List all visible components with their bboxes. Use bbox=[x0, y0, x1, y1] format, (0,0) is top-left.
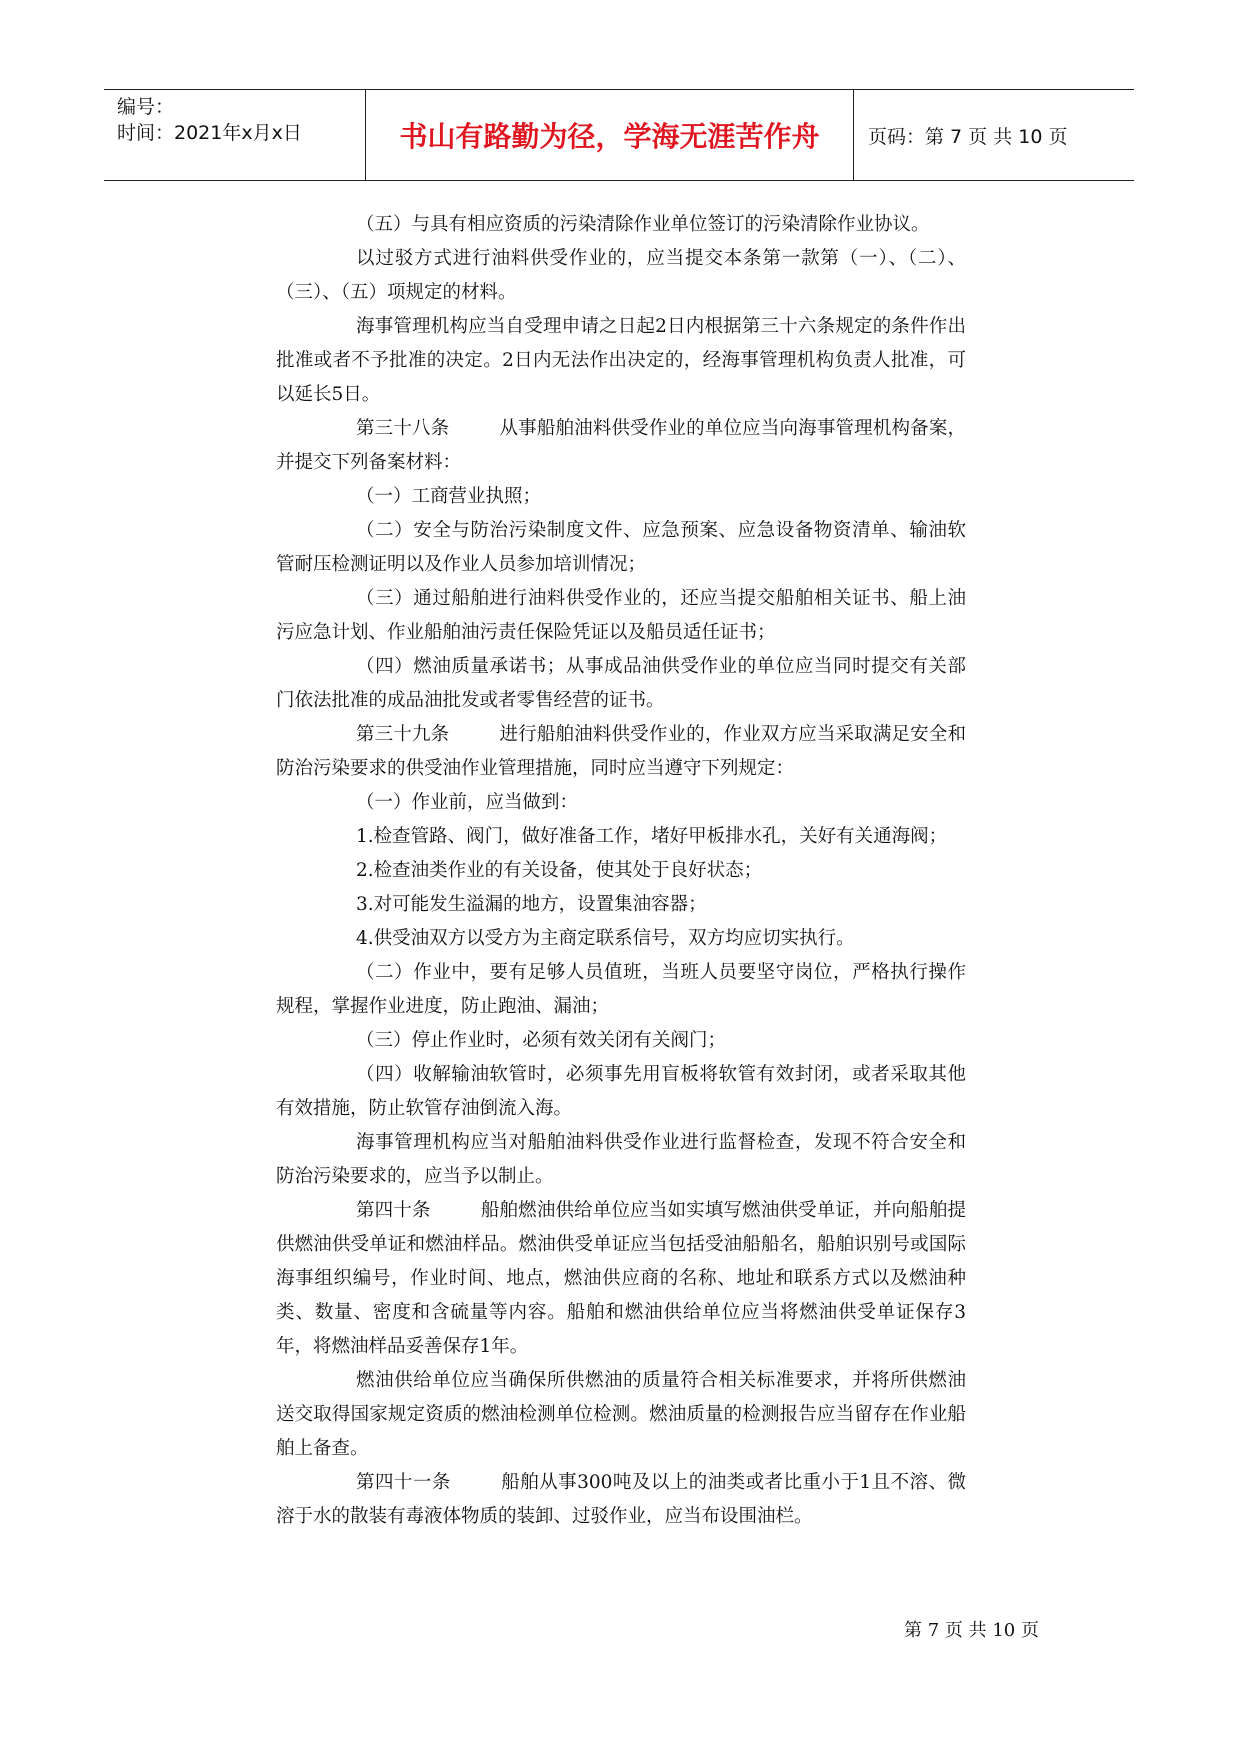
body-paragraph bbox=[276, 1058, 966, 1126]
paragraph-text: （一）工商营业执照； bbox=[356, 486, 542, 507]
body-paragraph bbox=[276, 854, 966, 888]
body-paragraph bbox=[276, 514, 966, 582]
paragraph-text: 海事管理机构应当自受理申请之日起2日内根据第三十六条规定的条件作出批准或者不予批准的决定。2日内无法作出决定的，经海事管理机构负责人批准，可以延长5日。 bbox=[276, 316, 966, 405]
body-paragraph bbox=[276, 820, 966, 854]
paragraph-text: （四）燃油质量承诺书；从事成品油供受作业的单位应当同时提交有关部门依法批准的成品油批发或者零售经营的证书。 bbox=[276, 656, 966, 711]
article-heading: 第三十八条 bbox=[356, 418, 450, 439]
paragraph-text: （三）通过船舶进行油料供受作业的，还应当提交船舶相关证书、船上油污应急计划、作业船舶油污责任保险凭证以及船员适任证书； bbox=[276, 588, 966, 643]
body-paragraph bbox=[276, 888, 966, 922]
body-paragraph bbox=[276, 310, 966, 412]
document-body bbox=[276, 208, 966, 1534]
paragraph-text: （三）停止作业时，必须有效关闭有关阀门； bbox=[356, 1030, 727, 1051]
header-meta bbox=[104, 90, 366, 180]
document-time-label: 时间：2021年x月x日 bbox=[117, 122, 302, 144]
page-header bbox=[104, 89, 1134, 181]
article-paragraph bbox=[276, 718, 966, 786]
body-paragraph bbox=[276, 922, 966, 956]
body-paragraph bbox=[276, 786, 966, 820]
body-paragraph bbox=[276, 1364, 966, 1466]
paragraph-text: （五）与具有相应资质的污染清除作业单位签订的污染清除作业协议。 bbox=[356, 214, 930, 235]
article-paragraph bbox=[276, 1194, 966, 1364]
article-paragraph bbox=[276, 412, 966, 480]
paragraph-text: 1.检查管路、阀门，做好准备工作，堵好甲板排水孔，关好有关通海阀； bbox=[356, 826, 948, 847]
article-heading: 第三十九条 bbox=[356, 724, 450, 745]
paragraph-text: 燃油供给单位应当确保所供燃油的质量符合相关标准要求，并将所供燃油送交取得国家规定资质的燃油检测单位检测。燃油质量的检测报告应当留存在作业船舶上备查。 bbox=[276, 1370, 966, 1459]
body-paragraph bbox=[276, 582, 966, 650]
article-heading: 第四十条 bbox=[356, 1200, 431, 1221]
header-slogan: 书山有路勤为径，学海无涯苦作舟 bbox=[366, 90, 854, 180]
body-paragraph bbox=[276, 650, 966, 718]
body-paragraph bbox=[276, 480, 966, 514]
paragraph-text: 进行船舶油料供受作业的，作业双方应当采取满足安全和防治污染要求的供受油作业管理措施，同时应当遵守下列规定： bbox=[276, 724, 966, 779]
paragraph-text: 海事管理机构应当对船舶油料供受作业进行监督检查，发现不符合安全和防治污染要求的，应当予以制止。 bbox=[276, 1132, 966, 1187]
paragraph-text: 船舶从事300吨及以上的油类或者比重小于1且不溶、微溶于水的散装有毒液体物质的装卸、过驳作业，应当布设围油栏。 bbox=[276, 1472, 966, 1527]
body-paragraph bbox=[276, 956, 966, 1024]
body-paragraph bbox=[276, 1024, 966, 1058]
paragraph-text: 3.对可能发生溢漏的地方，设置集油容器； bbox=[356, 894, 707, 915]
paragraph-text: 以过驳方式进行油料供受作业的，应当提交本条第一款第（一）、（二）、（三）、（五）项规定的材料。 bbox=[276, 248, 966, 303]
body-paragraph bbox=[276, 208, 966, 242]
header-page-number: 页码：第 7 页 共 10 页 bbox=[868, 125, 1068, 148]
document-number-label: 编号： bbox=[117, 96, 175, 118]
article-heading: 第四十一条 bbox=[356, 1472, 451, 1493]
body-paragraph bbox=[276, 242, 966, 310]
paragraph-text: 2.检查油类作业的有关设备，使其处于良好状态； bbox=[356, 860, 763, 881]
paragraph-text: （四）收解输油软管时，必须事先用盲板将软管有效封闭，或者采取其他有效措施，防止软管存油倒流入海。 bbox=[276, 1064, 966, 1119]
body-paragraph bbox=[276, 1126, 966, 1194]
paragraph-text: 4.供受油双方以受方为主商定联系信号，双方均应切实执行。 bbox=[356, 928, 855, 949]
paragraph-text: （二）作业中，要有足够人员值班，当班人员要坚守岗位，严格执行操作规程，掌握作业进度，防止跑油、漏油； bbox=[276, 962, 966, 1017]
paragraph-text: （一）作业前，应当做到： bbox=[356, 792, 579, 813]
paragraph-text: 船舶燃油供给单位应当如实填写燃油供受单证，并向船舶提供燃油供受单证和燃油样品。燃油供受单证应当包括受油船船名，船舶识别号或国际海事组织编号，作业时间、地点，燃油供应商的名称、地址和联系方式以及燃油种类、数量、密度和含硫量等内容。船舶和燃油供给单位应当将燃油供受单证保存3年，将燃油样品妥善保存1年。 bbox=[276, 1200, 966, 1357]
paragraph-text: 从事船舶油料供受作业的单位应当向海事管理机构备案，并提交下列备案材料： bbox=[276, 418, 966, 473]
article-paragraph bbox=[276, 1466, 966, 1534]
page-footer: 第 7 页 共 10 页 bbox=[904, 1620, 1039, 1641]
paragraph-text: （二）安全与防治污染制度文件、应急预案、应急设备物资清单、输油软管耐压检测证明以及作业人员参加培训情况； bbox=[276, 520, 966, 575]
